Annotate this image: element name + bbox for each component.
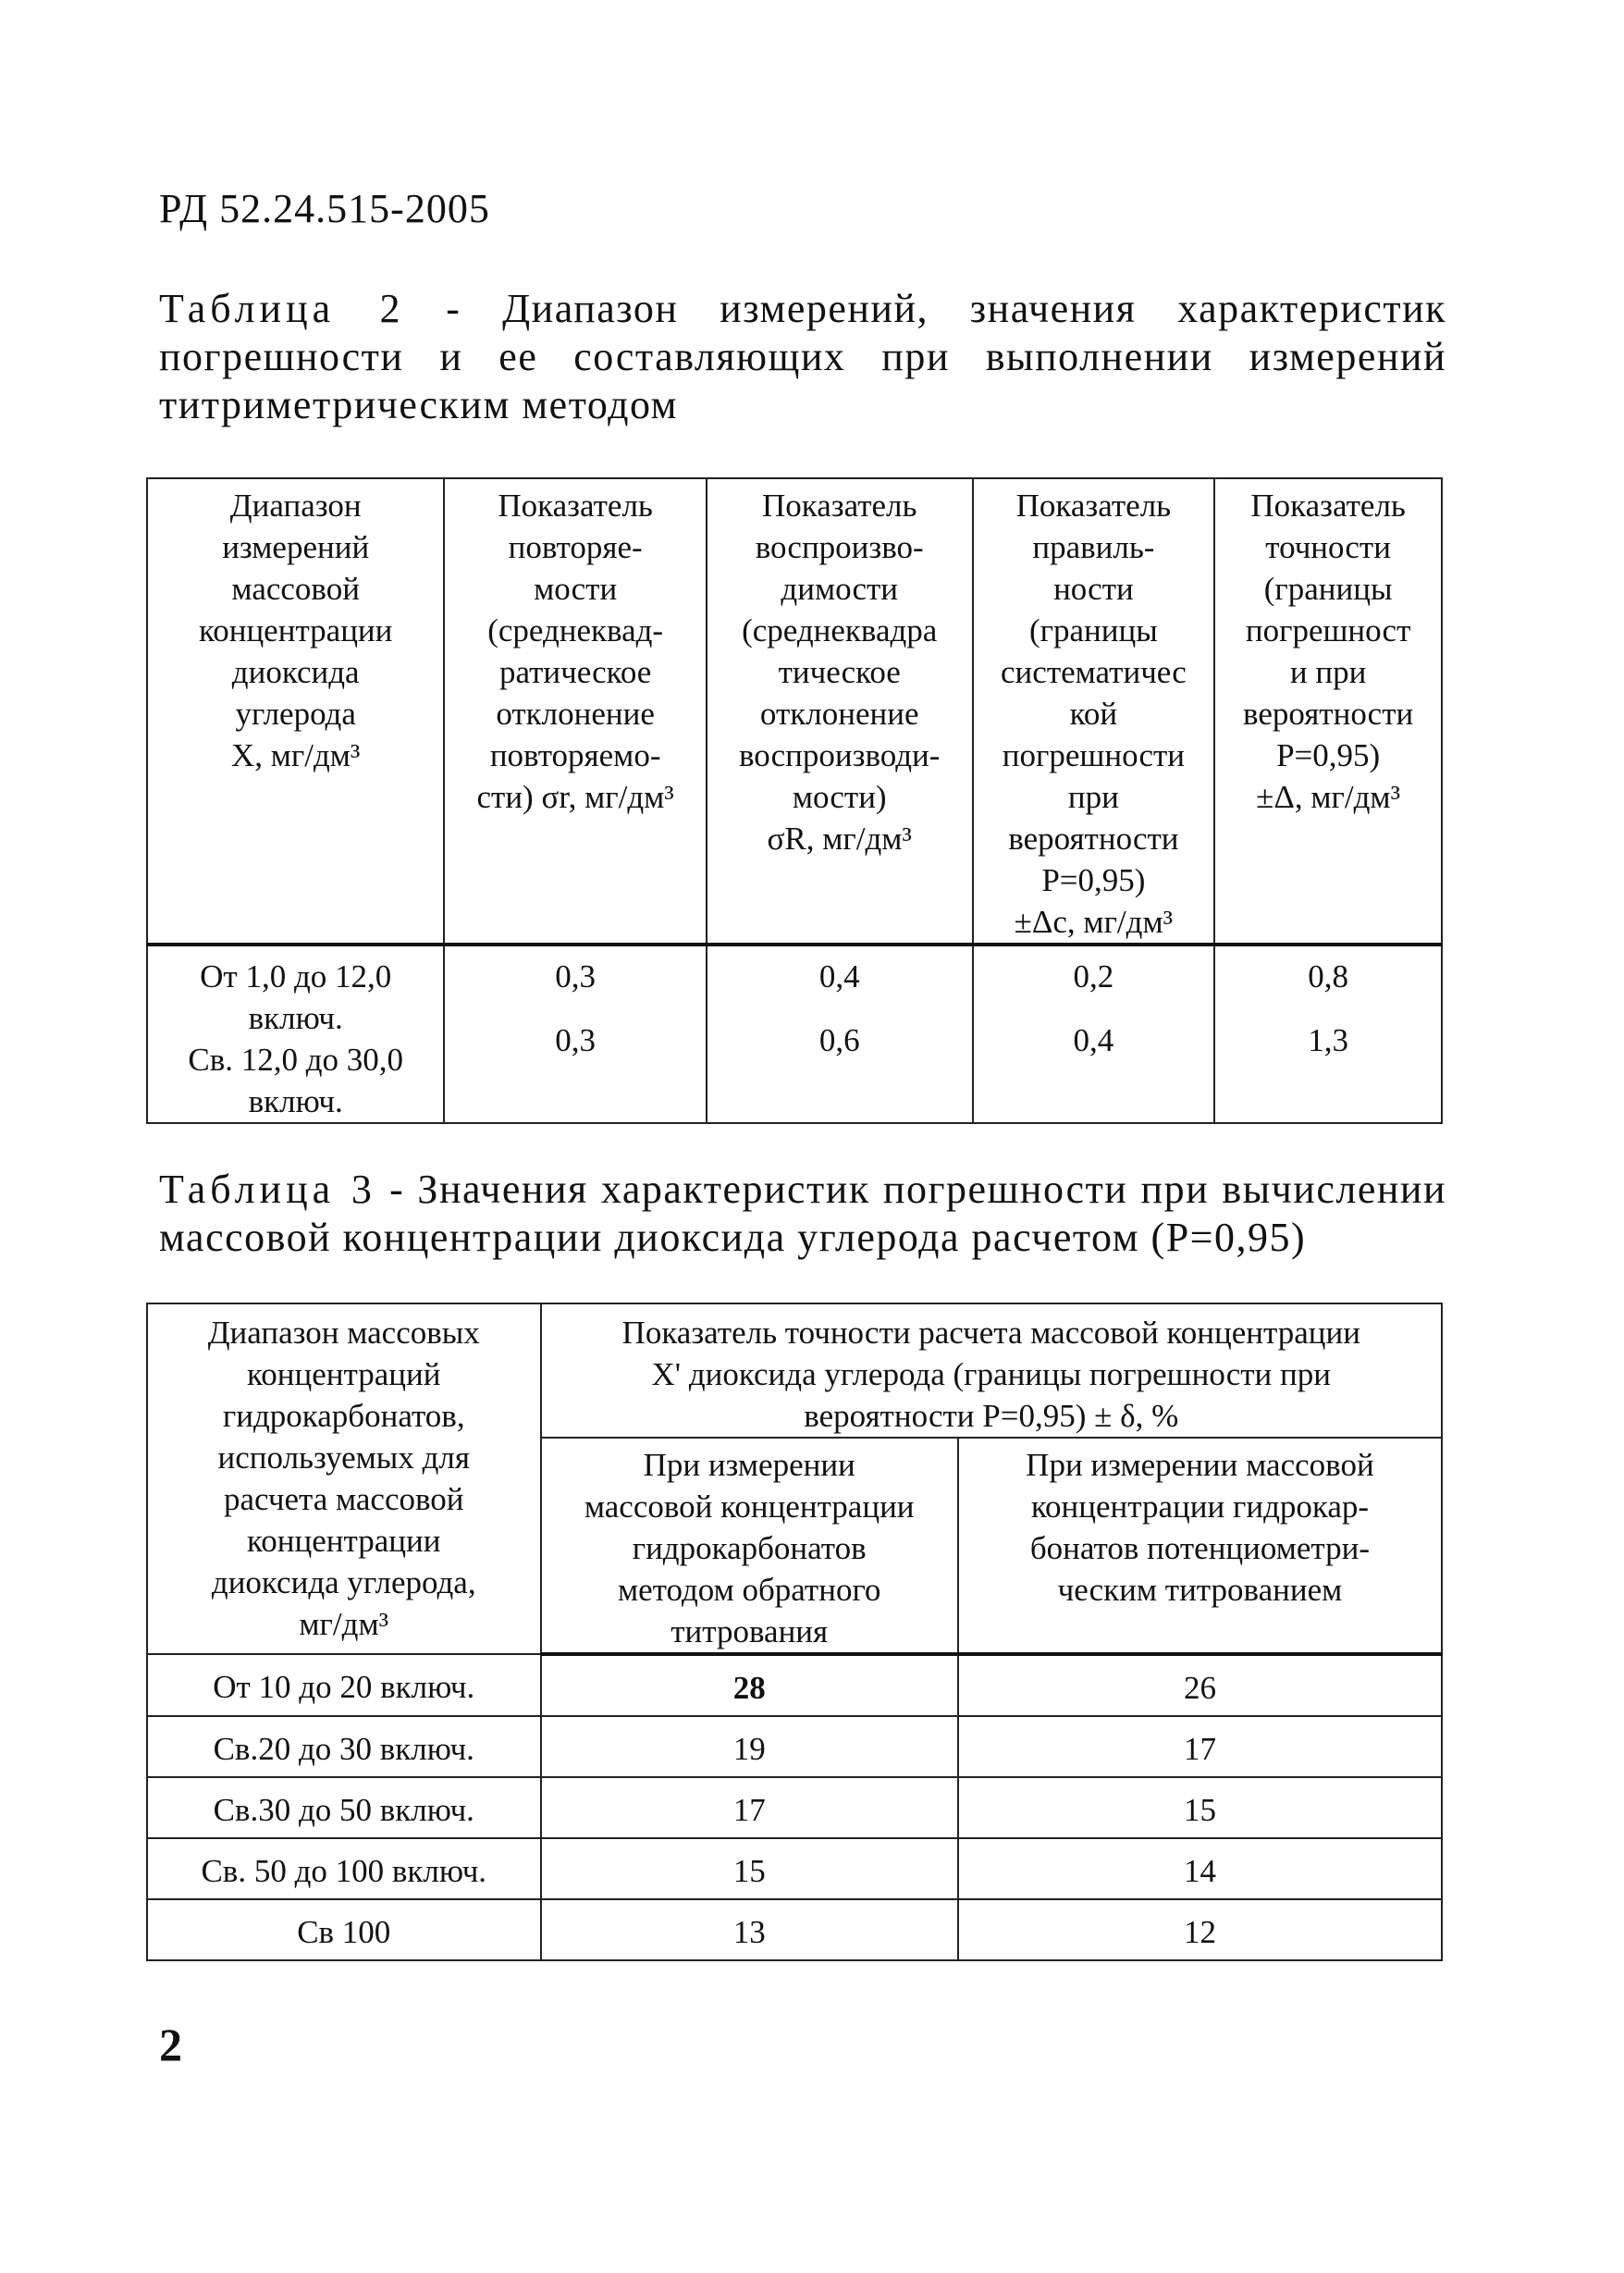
table-2-header-trueness: Показатель правиль- ности (границы систематичес кой погрешности при вероятности P=0,95) ±Δc, мг/дм³ [973,478,1215,945]
table-2-header-accuracy: Показатель точности (границы погрешност и при вероятности P=0,95) ±Δ, мг/дм³ [1214,478,1442,945]
table-2-header-reproducibility: Показатель воспроизво- димости (среднеквадра тическое отклонение воспроизводи- мости) σR, мг/дм³ [707,478,973,945]
table-3-header-back-titration: При измерении массовой концентрации гидрокарбонатов методом обратного титрования [541,1438,958,1654]
table-2-accuracy-value-1: 0,8 [1308,958,1348,994]
table-2-accuracy-cell [1214,945,1442,1123]
page-number: 2 [159,2019,182,2070]
table-3-value-potentiometric: 15 [958,1777,1442,1838]
table-2-accuracy-value-2: 1,3 [1308,1022,1348,1058]
table-2-repeatability-cell [444,945,707,1123]
table-3-header-range: Диапазон массовых концентраций гидрокарбонатов, используемых для расчета массовой концентрации диоксида углерода, мг/дм³ [147,1303,541,1654]
table-3-range: Св.30 до 50 включ. [147,1777,541,1838]
table-3-value-potentiometric: 26 [958,1654,1442,1716]
table-3-range: От 10 до 20 включ. [147,1654,541,1716]
table-2-header-row [147,478,1442,945]
document-code: РД 52.24.515-2005 [159,186,490,231]
table-2-header-repeatability: Показатель повторяе- мости (среднеквад- ратическое отклонение повторяемо- сти) σr, мг/дм³ [444,478,707,945]
table-3-caption [159,1166,1446,1262]
table-3-header-potentiometric: При измерении массовой концентрации гидрокар- бонатов потенциометри- ческим титрованием [958,1438,1442,1654]
table-3-range: Св 100 [147,1899,541,1960]
table-3-value-back-titration: 13 [541,1899,958,1960]
table-3-header-row-1 [147,1303,1442,1438]
table-2-range-2: Св. 12,0 до 30,0 включ. [188,1042,404,1119]
table-2-repeatability-value-1: 0,3 [555,958,597,994]
table-3-caption-label: Таблица 3 [159,1167,376,1212]
table-row [147,1899,1442,1960]
table-2-repeatability-value-2: 0,3 [555,1022,597,1058]
table-2-caption-text: - Диапазон измерений, значения характеристик погрешности и ее составляющих при выполнении измерений титриметрическим методом [159,286,1446,427]
table-2-range-1: От 1,0 до 12,0 включ. [200,958,392,1036]
table-3-header-main: Показатель точности расчета массовой концентрации X' диоксида углерода (границы погрешности при вероятности P=0,95) ± δ, % [541,1303,1443,1438]
table-3-caption-text: - Значения характеристик погрешности при вычислении массовой концентрации диоксида углерода расчетом (P=0,95) [159,1167,1446,1260]
table-2-trueness-cell [973,945,1215,1123]
table-3-value-back-titration: 15 [541,1838,958,1899]
table-row [147,1777,1442,1838]
table-3 [146,1303,1443,1961]
table-row [147,1654,1442,1716]
table-2-reproducibility-cell [707,945,973,1123]
table-2-data-row [147,945,1442,1123]
table-3-range: Св. 50 до 100 включ. [147,1838,541,1899]
table-3-value-back-titration: 28 [541,1654,958,1716]
table-2-trueness-value-2: 0,4 [1073,1022,1114,1058]
table-row [147,1838,1442,1899]
table-2-caption [159,285,1446,429]
table-2-reproducibility-value-2: 0,6 [818,1022,860,1058]
table-3-value-potentiometric: 12 [958,1899,1442,1960]
table-3-range: Св.20 до 30 включ. [147,1716,541,1777]
table-2-trueness-value-1: 0,2 [1073,958,1114,994]
table-2-reproducibility-value-1: 0,4 [818,958,860,994]
table-3-value-back-titration: 19 [541,1716,958,1777]
table-3-value-potentiometric: 17 [958,1716,1442,1777]
table-2 [146,477,1443,1124]
table-3-value-back-titration: 17 [541,1777,958,1838]
table-2-caption-label: Таблица 2 [159,286,405,331]
table-2-header-range: Диапазон измерений массовой концентрации диоксида углерода X, мг/дм³ [147,478,444,945]
table-2-range-cell [147,945,444,1123]
table-row [147,1716,1442,1777]
table-3-value-potentiometric: 14 [958,1838,1442,1899]
